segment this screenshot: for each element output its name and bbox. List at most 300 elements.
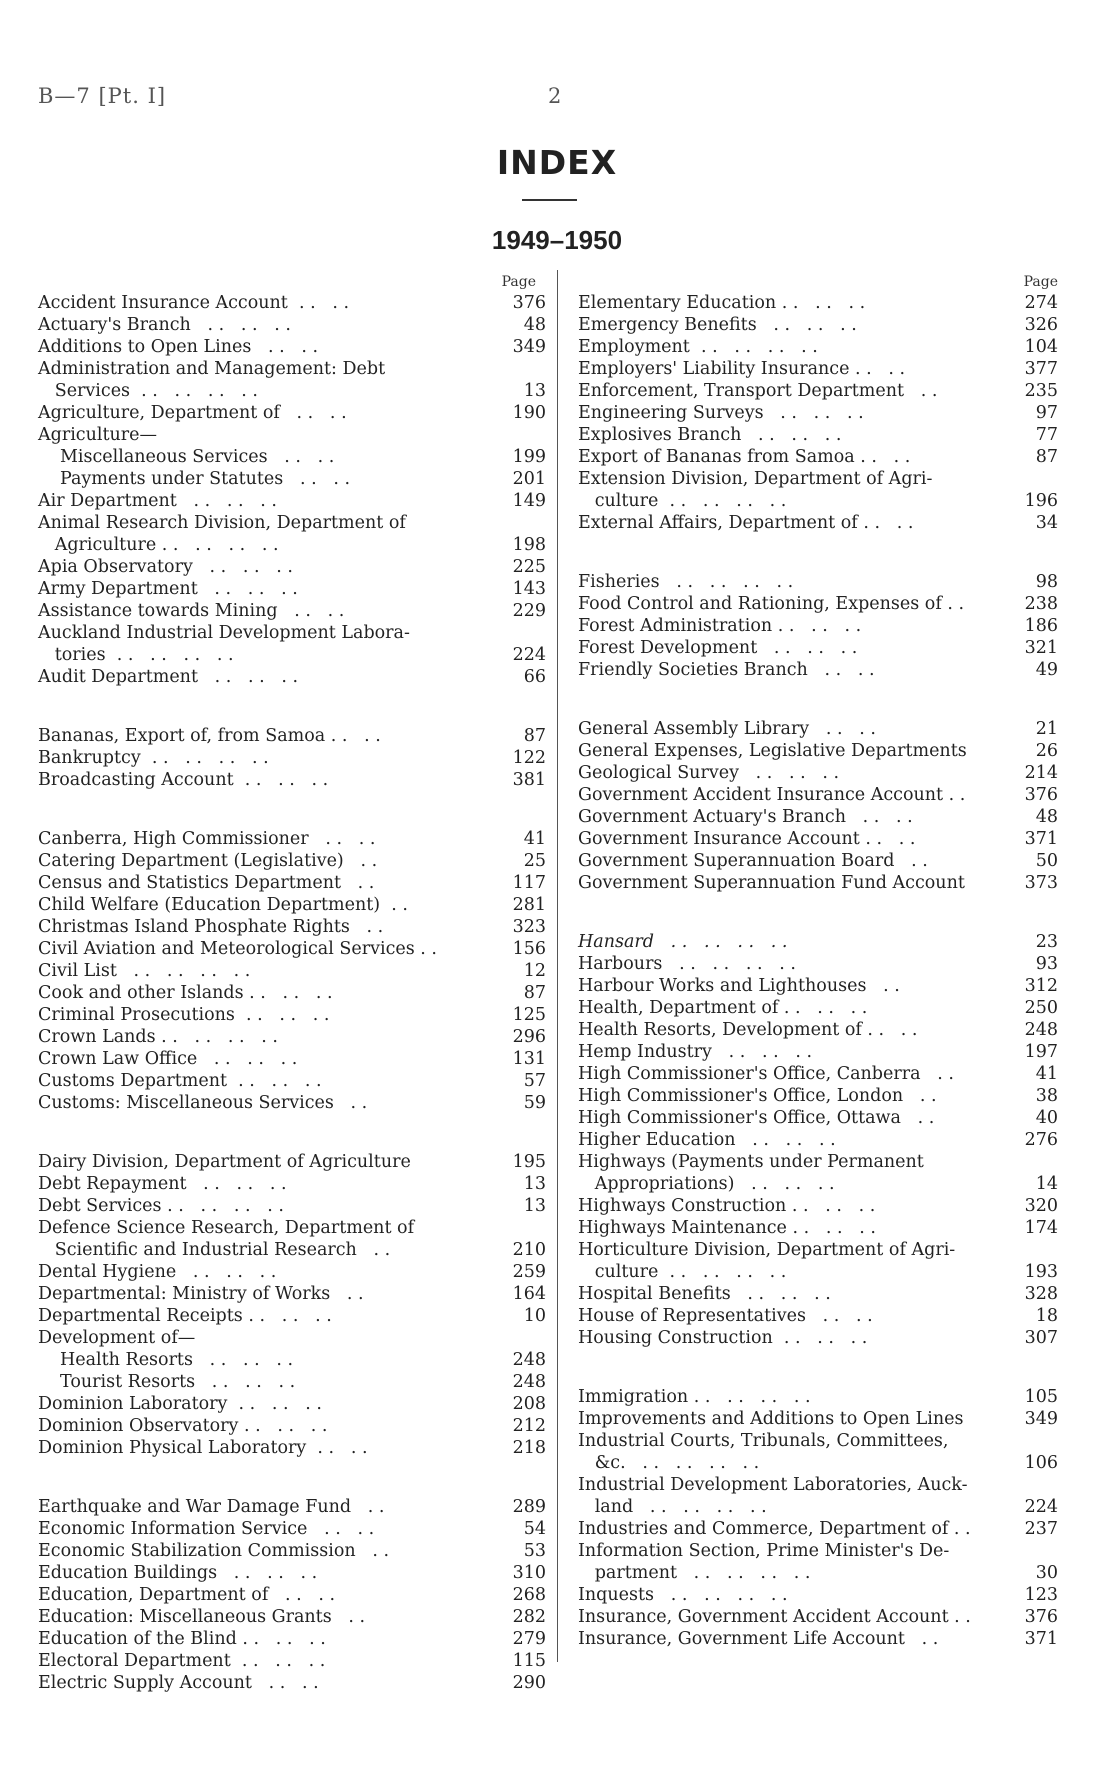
index-entry [38, 1070, 546, 1092]
index-entry-page: 41 [1035, 1064, 1058, 1084]
index-entry-label: Additions to Open Lines . . . . [38, 337, 319, 357]
index-entry [38, 872, 546, 894]
index-entry [38, 1518, 546, 1540]
index-entry-label: Hospital Benefits . . . . . . [578, 1284, 831, 1304]
index-entry-page: 21 [1035, 719, 1058, 739]
index-entry [578, 292, 1058, 314]
index-entry [38, 468, 546, 490]
index-entry-page: 115 [512, 1651, 546, 1671]
index-entry [578, 806, 1058, 828]
index-entry-label: Tourist Resorts . . . . . . [60, 1372, 296, 1392]
index-entry [38, 982, 546, 1004]
index-entry [38, 1026, 546, 1048]
index-entry [578, 1063, 1058, 1085]
index-entry [578, 1129, 1058, 1151]
index-entry-page: 250 [1024, 998, 1058, 1018]
index-entry [38, 938, 546, 960]
index-entry-label: Industrial Courts, Tribunals, Committees, &c. . . . . . . . . [578, 1431, 949, 1473]
index-entry-page: 349 [512, 337, 546, 357]
index-entry [578, 1019, 1058, 1041]
index-entry-page: 238 [1024, 594, 1058, 614]
index-entry [38, 1496, 546, 1518]
index-entry [578, 1474, 1058, 1518]
index-entry-label: Christmas Island Phosphate Rights . . [38, 917, 384, 937]
index-entry [578, 872, 1058, 894]
index-entry [578, 1518, 1058, 1540]
index-entry-page: 87 [523, 983, 546, 1003]
index-entry [38, 1195, 546, 1217]
index-entry-page: 376 [1024, 785, 1058, 805]
index-entry-label: Government Accident Insurance Account . . [578, 785, 966, 805]
index-entry-label: Departmental: Ministry of Works . . [38, 1284, 364, 1304]
index-entry-label: Insurance, Government Life Account . . [578, 1629, 939, 1649]
index-entry [38, 894, 546, 916]
index-entry-label: Dairy Division, Department of Agriculture [38, 1152, 411, 1172]
index-entry [578, 1386, 1058, 1408]
index-entry [38, 850, 546, 872]
index-entry [38, 556, 546, 578]
index-entry [578, 850, 1058, 872]
index-entry-page: 248 [1024, 1020, 1058, 1040]
index-entry-page: 104 [1024, 337, 1058, 357]
index-entry [578, 468, 1058, 512]
index-entry-list [578, 292, 1058, 1650]
index-entry-page: 23 [1035, 932, 1058, 952]
index-entry-page: 40 [1035, 1108, 1058, 1128]
year-heading: 1949–1950 [491, 225, 623, 255]
index-entry [578, 1327, 1058, 1349]
index-entry-page: 210 [512, 1240, 546, 1260]
page-column-header: Page [501, 274, 536, 290]
index-entry-page: 174 [1024, 1218, 1058, 1238]
index-entry [38, 666, 546, 688]
index-entry [38, 1092, 546, 1114]
index-entry-page: 321 [1024, 638, 1058, 658]
index-entry-page: 268 [512, 1585, 546, 1605]
index-entry-page: 259 [512, 1262, 546, 1282]
index-entry-page: 307 [1024, 1328, 1058, 1348]
index-entry [578, 953, 1058, 975]
index-entry-page: 93 [1035, 954, 1058, 974]
index-entry-page: 289 [512, 1497, 546, 1517]
index-entry-label: Customs: Miscellaneous Services . . [38, 1093, 368, 1113]
index-entry-label: Education Buildings . . . . . . [38, 1563, 318, 1583]
index-entry-label: Extension Division, Department of Agri- culture . . . . . . . . [578, 469, 933, 511]
index-entry-label: Dominion Observatory . . . . . . [38, 1416, 328, 1436]
index-entry-label: External Affairs, Department of . . . . [578, 513, 914, 533]
index-entry-label: Health, Department of . . . . . . [578, 998, 868, 1018]
index-entry [38, 600, 546, 622]
index-entry [578, 1151, 1058, 1195]
index-entry-page: 218 [512, 1438, 546, 1458]
index-entry [38, 336, 546, 358]
index-column-left [38, 272, 546, 1694]
index-entry-label: Education: Miscellaneous Grants . . [38, 1607, 366, 1627]
index-entry-page: 208 [512, 1394, 546, 1414]
index-entry [578, 424, 1058, 446]
index-entry [38, 828, 546, 850]
index-entry [38, 960, 546, 982]
index-entry-label: Hansard . . . . . . . . [578, 932, 788, 952]
index-entry [578, 975, 1058, 997]
index-entry [38, 1327, 546, 1349]
index-entry-label: Government Actuary's Branch . . . . [578, 807, 913, 827]
index-entry-label: Harbours . . . . . . . . [578, 954, 796, 974]
index-entry [38, 358, 546, 402]
index-entry-label: Health Resorts . . . . . . [60, 1350, 294, 1370]
index-entry-label: Assistance towards Mining . . . . [38, 601, 345, 621]
index-entry-label: Inquests . . . . . . . . [578, 1585, 788, 1605]
index-entry-label: Elementary Education . . . . . . [578, 293, 866, 313]
index-entry-label: Apia Observatory . . . . . . [38, 557, 293, 577]
index-entry [38, 578, 546, 600]
index-entry-label: Miscellaneous Services . . . . [60, 447, 335, 467]
index-entry-label: Education, Department of . . . . [38, 1585, 336, 1605]
index-entry-page: 53 [523, 1541, 546, 1561]
index-entry-page: 320 [1024, 1196, 1058, 1216]
index-entry-label: Information Section, Prime Minister's De- partment . . . . . . . . [578, 1541, 950, 1583]
index-entry-label: Army Department . . . . . . [38, 579, 298, 599]
index-entry [38, 1283, 546, 1305]
index-entry-page: 34 [1035, 513, 1058, 533]
index-entry [38, 1217, 546, 1261]
index-entry-page: 13 [523, 1196, 546, 1216]
index-entry-label: Agriculture, Department of . . . . [38, 403, 347, 423]
index-entry-page: 312 [1024, 976, 1058, 996]
index-entry [38, 1672, 546, 1694]
index-entry [578, 1107, 1058, 1129]
index-entry [578, 593, 1058, 615]
index-entry-label: Hemp Industry . . . . . . [578, 1042, 813, 1062]
index-entry-page: 105 [1024, 1387, 1058, 1407]
index-entry-label: Insurance, Government Accident Account . . [578, 1607, 971, 1627]
index-entry-label: General Expenses, Legislative Departments [578, 741, 967, 761]
page-title: INDEX [496, 143, 618, 182]
index-entry-page: 164 [512, 1284, 546, 1304]
index-entry [578, 1041, 1058, 1063]
index-entry [38, 424, 546, 446]
index-entry-label: Animal Research Division, Department of Agriculture . . . . . . . . [38, 513, 406, 555]
index-entry [578, 402, 1058, 424]
index-entry-label: House of Representatives . . . . [578, 1306, 873, 1326]
index-entry-page: 25 [523, 851, 546, 871]
index-entry [578, 762, 1058, 784]
index-entry-page: 376 [1024, 1607, 1058, 1627]
index-entry-label: Actuary's Branch . . . . . . [38, 315, 291, 335]
index-entry-label: High Commissioner's Office, London . . [578, 1086, 937, 1106]
index-entry-label: Crown Lands . . . . . . . . [38, 1027, 278, 1047]
index-entry-page: 18 [1035, 1306, 1058, 1326]
index-entry-label: Crown Law Office . . . . . . [38, 1049, 298, 1069]
index-entry-page: 296 [512, 1027, 546, 1047]
index-entry-page: 310 [512, 1563, 546, 1583]
index-entry [38, 1261, 546, 1283]
index-entry-page: 149 [512, 491, 546, 511]
index-entry-label: Housing Construction . . . . . . [578, 1328, 868, 1348]
index-entry-label: Earthquake and War Damage Fund . . [38, 1497, 385, 1517]
index-entry-page: 87 [523, 726, 546, 746]
index-entry [38, 446, 546, 468]
index-entry-page: 212 [512, 1416, 546, 1436]
index-entry-page: 131 [512, 1049, 546, 1069]
index-entry-label: Engineering Surveys . . . . . . [578, 403, 864, 423]
index-entry-page: 122 [512, 748, 546, 768]
index-entry-page: 123 [1024, 1585, 1058, 1605]
index-entry [578, 1430, 1058, 1474]
index-entry-page: 30 [1035, 1563, 1058, 1583]
index-entry-label: Harbour Works and Lighthouses . . [578, 976, 900, 996]
index-entry [38, 1004, 546, 1026]
index-entry-page: 26 [1035, 741, 1058, 761]
index-entry [578, 358, 1058, 380]
index-entry-page: 87 [1035, 447, 1058, 467]
index-entry-label: Broadcasting Account . . . . . . [38, 770, 329, 790]
index-entry [578, 380, 1058, 402]
index-entry-label: Auckland Industrial Development Labora- tories . . . . . . . . [38, 623, 410, 665]
index-entry [578, 659, 1058, 681]
index-entry-label: Enforcement, Transport Department . . [578, 381, 938, 401]
index-entry-label: Child Welfare (Education Department) . . [38, 895, 408, 915]
index-entry-label: Industries and Commerce, Department of . . [578, 1519, 971, 1539]
index-entry-label: Government Insurance Account . . . . [578, 829, 916, 849]
index-entry-page: 214 [1024, 763, 1058, 783]
index-entry-page: 199 [512, 447, 546, 467]
index-entry-page: 77 [1035, 425, 1058, 445]
index-entry-label: Civil Aviation and Meteorological Services . . [38, 939, 437, 959]
index-entry-page: 276 [1024, 1130, 1058, 1150]
index-entry-page: 98 [1035, 572, 1058, 592]
index-entry-label: Highways (Payments under Permanent Appropriations) . . . . . . [578, 1152, 924, 1194]
index-entry-page: 377 [1024, 359, 1058, 379]
index-entry-label: Cook and other Islands . . . . . . [38, 983, 333, 1003]
index-entry-label: Defence Science Research, Department of Scientific and Industrial Research . . [38, 1218, 415, 1260]
index-entry-label: Export of Bananas from Samoa . . . . [578, 447, 911, 467]
index-entry [578, 615, 1058, 637]
index-entry-label: Catering Department (Legislative) . . [38, 851, 378, 871]
index-entry-label: Horticulture Division, Department of Agri- culture . . . . . . . . [578, 1240, 956, 1282]
index-entry-page: 156 [512, 939, 546, 959]
index-entry-label: Criminal Prosecutions . . . . . . [38, 1005, 330, 1025]
index-entry-label: Bankruptcy . . . . . . . . [38, 748, 269, 768]
index-entry-label: Economic Information Service . . . . [38, 1519, 375, 1539]
index-entry-page: 38 [1035, 1086, 1058, 1106]
index-entry-label: Industrial Development Laboratories, Auck- land . . . . . . . . [578, 1475, 968, 1517]
index-entry [38, 1437, 546, 1459]
title-rule [522, 199, 577, 201]
index-entry [38, 1628, 546, 1650]
index-entry [38, 916, 546, 938]
index-entry-label: Departmental Receipts . . . . . . [38, 1306, 332, 1326]
index-entry-page: 237 [1024, 1519, 1058, 1539]
index-entry-label: Health Resorts, Development of . . . . [578, 1020, 918, 1040]
index-entry [38, 1650, 546, 1672]
index-entry-page: 66 [523, 667, 546, 687]
index-entry [578, 1217, 1058, 1239]
index-entry [578, 1606, 1058, 1628]
index-entry-page: 48 [1035, 807, 1058, 827]
column-divider [557, 270, 558, 1662]
index-entry-label: High Commissioner's Office, Ottawa . . [578, 1108, 935, 1128]
index-entry [38, 292, 546, 314]
index-entry-label: Customs Department . . . . . . [38, 1071, 322, 1091]
index-entry-label: Audit Department . . . . . . [38, 667, 299, 687]
index-entry [578, 1305, 1058, 1327]
index-entry-page: 279 [512, 1629, 546, 1649]
index-entry [38, 1415, 546, 1437]
index-entry [578, 740, 1058, 762]
index-entry [578, 1584, 1058, 1606]
index-entry-page: 373 [1024, 873, 1058, 893]
index-entry-page: 143 [512, 579, 546, 599]
index-entry-page: 224 [1024, 1497, 1058, 1517]
index-entry-page: 326 [1024, 315, 1058, 335]
index-entry-page: 281 [512, 895, 546, 915]
index-entry-label: Dominion Laboratory . . . . . . [38, 1394, 322, 1414]
index-entry-page: 12 [523, 961, 546, 981]
index-column-right [578, 272, 1058, 1650]
index-entry [38, 1349, 546, 1371]
index-entry-page: 225 [512, 557, 546, 577]
index-entry-label: Dental Hygiene . . . . . . [38, 1262, 277, 1282]
index-entry-label: Civil List . . . . . . . . [38, 961, 251, 981]
index-entry-label: Fisheries . . . . . . . . [578, 572, 794, 592]
index-entry [578, 1283, 1058, 1305]
index-entry-label: Employers' Liability Insurance . . . . [578, 359, 906, 379]
index-entry [38, 314, 546, 336]
index-entry [38, 1048, 546, 1070]
index-entry-label: Forest Development . . . . . . [578, 638, 858, 658]
index-entry-page: 229 [512, 601, 546, 621]
index-entry-label: Debt Repayment . . . . . . [38, 1174, 287, 1194]
page-number: 2 [548, 84, 562, 108]
index-entry [578, 1628, 1058, 1650]
index-entry [578, 314, 1058, 336]
index-entry [578, 1408, 1058, 1430]
index-entry [38, 725, 546, 747]
index-entry-label: Government Superannuation Fund Account [578, 873, 965, 893]
index-entry-label: Higher Education . . . . . . [578, 1130, 836, 1150]
index-entry-label: Forest Administration . . . . . . [578, 616, 862, 636]
index-entry-label: Electoral Department . . . . . . [38, 1651, 326, 1671]
index-entry-page: 193 [1024, 1262, 1058, 1282]
index-entry-page: 198 [512, 535, 546, 555]
index-entry [578, 446, 1058, 468]
index-entry-page: 195 [512, 1152, 546, 1172]
index-entry-page: 371 [1024, 1629, 1058, 1649]
index-entry-page: 57 [523, 1071, 546, 1091]
index-entry-page: 376 [512, 293, 546, 313]
index-entry-page: 197 [1024, 1042, 1058, 1062]
index-entry-label: Electric Supply Account . . . . [38, 1673, 319, 1693]
index-entry-page: 59 [523, 1093, 546, 1113]
index-entry-label: Bananas, Export of, from Samoa . . . . [38, 726, 381, 746]
index-entry-label: High Commissioner's Office, Canberra . . [578, 1064, 954, 1084]
index-entry [578, 1195, 1058, 1217]
document-reference: B—7 [Pt. I] [38, 84, 167, 108]
index-entry [38, 1584, 546, 1606]
index-entry-page: 381 [512, 770, 546, 790]
index-entry-label: Development of— [38, 1328, 196, 1348]
index-entry-label: Government Superannuation Board . . [578, 851, 928, 871]
index-entry-page: 50 [1035, 851, 1058, 871]
index-entry [38, 1305, 546, 1327]
index-entry [38, 1393, 546, 1415]
index-entry-list [38, 292, 546, 1694]
index-entry-page: 41 [523, 829, 546, 849]
index-entry [578, 1540, 1058, 1584]
index-entry [578, 1239, 1058, 1283]
index-entry-label: Friendly Societies Branch . . . . [578, 660, 875, 680]
index-entry [38, 1562, 546, 1584]
index-entry [38, 1151, 546, 1173]
index-entry [38, 747, 546, 769]
index-entry-page: 282 [512, 1607, 546, 1627]
index-entry [38, 402, 546, 424]
index-entry-label: Agriculture— [38, 425, 157, 445]
index-entry-label: Dominion Physical Laboratory . . . . [38, 1438, 368, 1458]
index-entry-label: Employment . . . . . . . . [578, 337, 818, 357]
index-entry-page: 328 [1024, 1284, 1058, 1304]
index-entry-page: 196 [1024, 491, 1058, 511]
index-entry [38, 1540, 546, 1562]
index-entry [38, 769, 546, 791]
index-entry-label: Payments under Statutes . . . . [60, 469, 351, 489]
index-entry-page: 14 [1035, 1174, 1058, 1194]
index-entry-page: 106 [1024, 1453, 1058, 1473]
index-entry-page: 248 [512, 1350, 546, 1370]
index-entry [38, 1173, 546, 1195]
index-entry-page: 125 [512, 1005, 546, 1025]
index-entry-page: 323 [512, 917, 546, 937]
index-entry-label: Improvements and Additions to Open Lines [578, 1409, 964, 1429]
index-entry-page: 97 [1035, 403, 1058, 423]
index-entry [578, 336, 1058, 358]
index-entry-page: 190 [512, 403, 546, 423]
index-entry-label: Immigration . . . . . . . . [578, 1387, 811, 1407]
index-entry [578, 637, 1058, 659]
index-entry-page: 49 [1035, 660, 1058, 680]
index-entry [578, 784, 1058, 806]
index-entry [38, 512, 546, 556]
index-entry [38, 622, 546, 666]
index-entry [578, 931, 1058, 953]
index-entry-page: 371 [1024, 829, 1058, 849]
index-entry-page: 274 [1024, 293, 1058, 313]
index-entry-page: 235 [1024, 381, 1058, 401]
index-entry-page: 201 [512, 469, 546, 489]
page-column-header: Page [1023, 274, 1058, 290]
index-entry-label: Geological Survey . . . . . . [578, 763, 840, 783]
index-entry [578, 718, 1058, 740]
index-entry-page: 13 [523, 1174, 546, 1194]
index-entry-page: 224 [512, 645, 546, 665]
index-entry [578, 828, 1058, 850]
index-entry-label: Highways Construction . . . . . . [578, 1196, 876, 1216]
index-entry [578, 512, 1058, 534]
index-entry-label: Air Department . . . . . . [38, 491, 277, 511]
index-entry-label: Education of the Blind . . . . . . [38, 1629, 326, 1649]
index-entry-label: Food Control and Rationing, Expenses of . . [578, 594, 965, 614]
index-entry [38, 490, 546, 512]
index-entry-label: Accident Insurance Account . . . . [38, 293, 350, 313]
index-entry [578, 571, 1058, 593]
index-entry-label: Canberra, High Commissioner . . . . [38, 829, 376, 849]
index-entry-label: Debt Services . . . . . . . . [38, 1196, 284, 1216]
index-entry-page: 54 [523, 1519, 546, 1539]
index-entry-label: Highways Maintenance . . . . . . [578, 1218, 876, 1238]
index-entry-page: 13 [523, 381, 546, 401]
index-entry-page: 349 [1024, 1409, 1058, 1429]
